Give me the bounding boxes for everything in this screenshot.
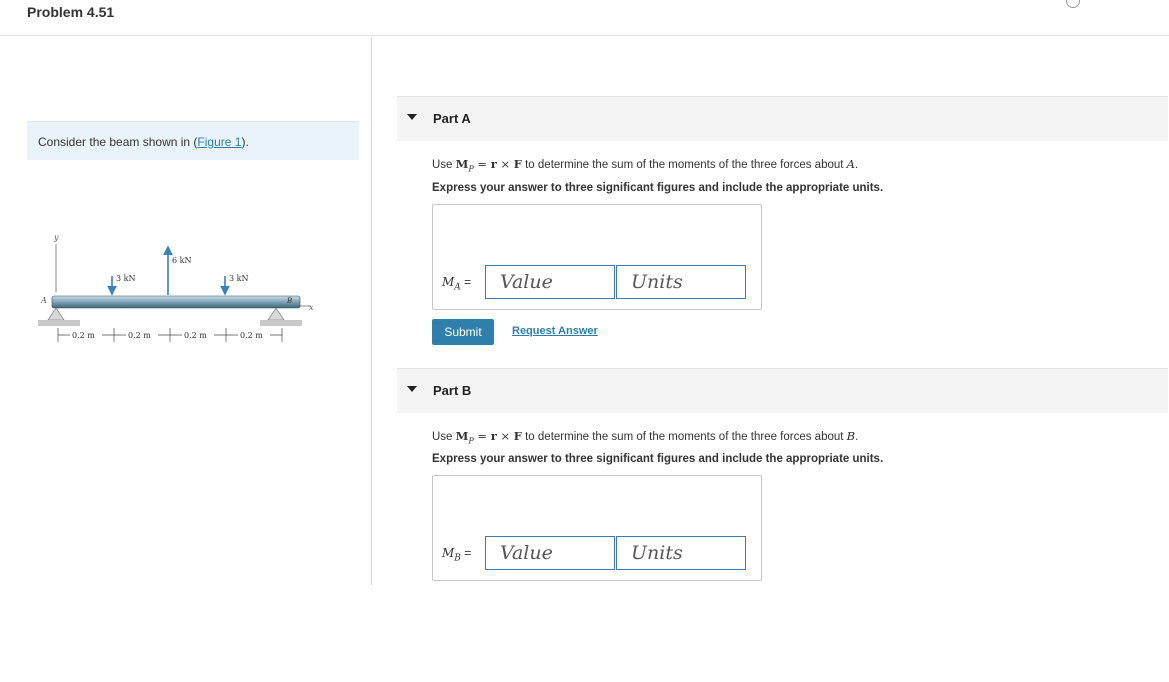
column-divider bbox=[371, 37, 372, 585]
part-b-header[interactable] bbox=[397, 368, 1168, 413]
problem-title: Problem 4.51 bbox=[27, 4, 115, 20]
intro-text bbox=[38, 135, 249, 149]
caret-down-icon bbox=[407, 114, 417, 120]
beam-figure bbox=[30, 230, 330, 355]
dimension-3-label: 0.2 m bbox=[184, 331, 207, 340]
ground-a bbox=[38, 320, 80, 326]
caret-down-icon bbox=[407, 386, 417, 392]
part-a-units-input[interactable] bbox=[616, 265, 746, 299]
part-b-value-input[interactable] bbox=[485, 536, 615, 570]
intro-text-start: Consider the beam shown in ( bbox=[38, 135, 198, 149]
figure-link[interactable]: Figure 1 bbox=[197, 135, 242, 149]
x-axis-label: x bbox=[309, 303, 314, 312]
dimension-1-label: 0.2 m bbox=[72, 331, 95, 340]
part-a-express-text: Express your answer to three significant figures and include the appropriate units. bbox=[432, 182, 884, 194]
support-b bbox=[268, 308, 284, 320]
beam bbox=[52, 296, 300, 308]
dimension-4-label: 0.2 m bbox=[240, 331, 263, 340]
dimension-2-label: 0.2 m bbox=[128, 331, 151, 340]
part-a-label: Part A bbox=[433, 111, 471, 126]
part-a-answer-box bbox=[432, 204, 762, 310]
part-b-units-input[interactable] bbox=[616, 536, 746, 570]
part-a-submit-button[interactable]: Submit bbox=[432, 319, 494, 345]
y-axis-label: y bbox=[54, 233, 59, 242]
ground-b bbox=[260, 320, 302, 326]
part-a-header[interactable] bbox=[397, 96, 1168, 141]
part-b-label: Part B bbox=[433, 383, 472, 398]
part-b-instructions: Use $M_P = r \times F$ to determine the sum of the moments of the three forces about B. bbox=[432, 429, 859, 446]
force-1-label: 3 kN bbox=[116, 274, 136, 283]
part-a-request-answer-link[interactable]: Request Answer bbox=[512, 325, 598, 337]
part-a-value-input[interactable] bbox=[485, 265, 615, 299]
help-icon[interactable] bbox=[1066, 0, 1080, 8]
support-a bbox=[48, 308, 64, 320]
part-a-variable-label: $M_A$ = bbox=[442, 275, 472, 293]
point-b-label: B bbox=[287, 297, 293, 305]
intro-text-end: ). bbox=[241, 135, 249, 149]
force-2-label: 6 kN bbox=[172, 256, 192, 265]
problem-intro bbox=[27, 121, 359, 160]
force-3-label: 3 kN bbox=[229, 274, 249, 283]
point-a-label: A bbox=[41, 296, 47, 305]
part-a-instructions: Use $M_P = r \times F$ to determine the sum of the moments of the three forces about A. bbox=[432, 157, 859, 174]
part-b-express-text: Express your answer to three significant figures and include the appropriate units. bbox=[432, 453, 884, 465]
part-b-variable-label: $M_B$ = bbox=[442, 546, 472, 564]
problem-header bbox=[0, 0, 1169, 36]
part-b-answer-box bbox=[432, 475, 762, 581]
